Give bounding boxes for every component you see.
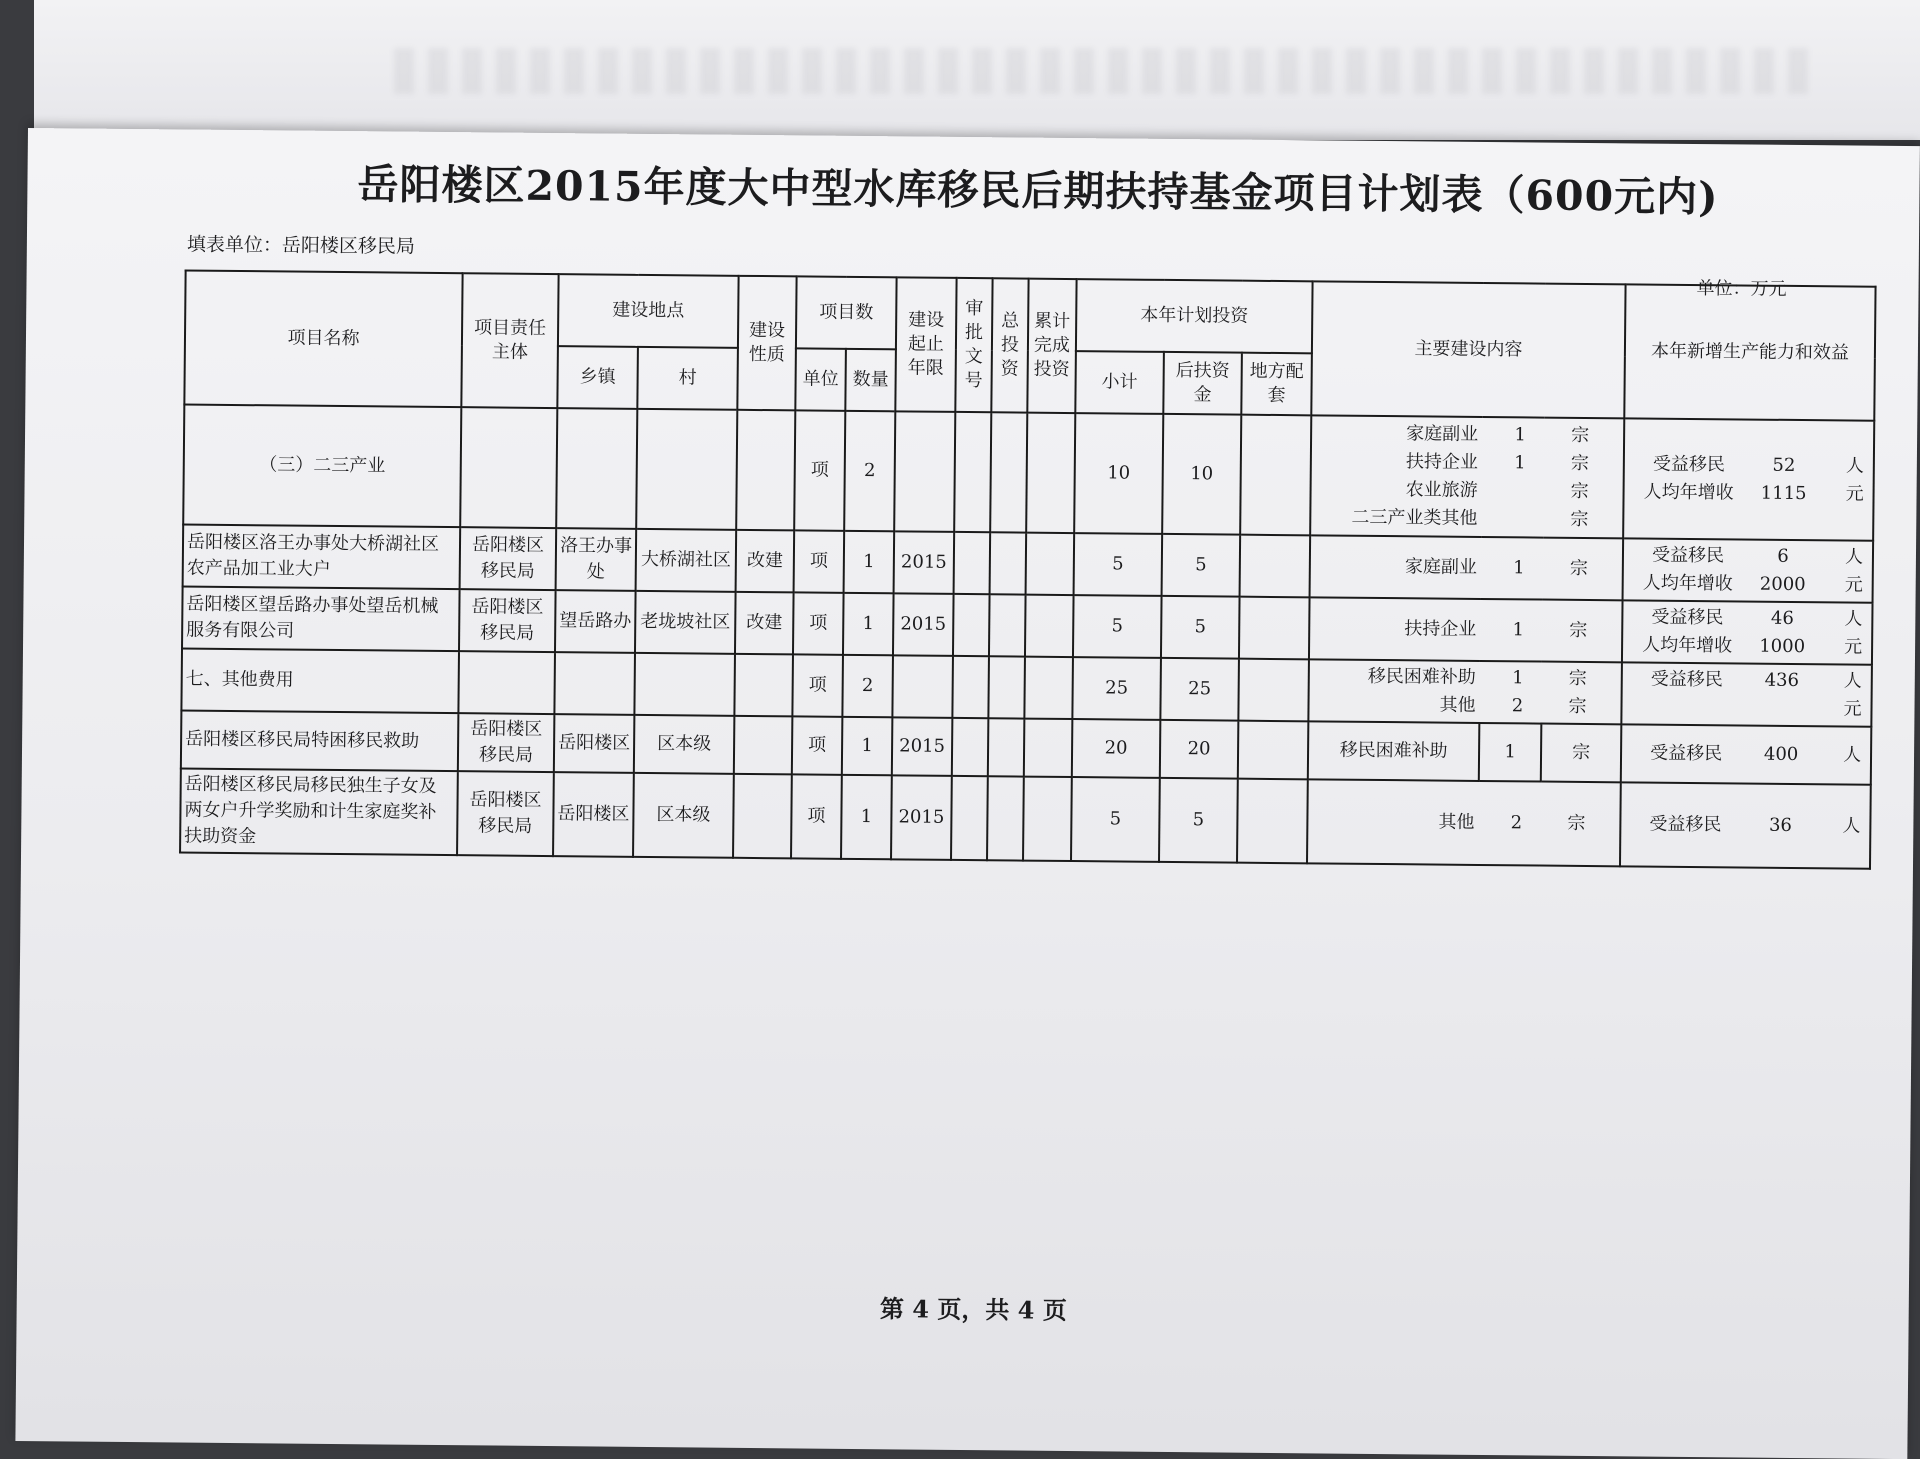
cell-fund: 5 <box>1161 596 1240 659</box>
cell-unit: 项 <box>792 716 843 774</box>
cell-village: 区本级 <box>634 715 735 774</box>
cell-benefit: 受益移民 46 人 人均年增收 1000 元 <box>1622 600 1873 664</box>
cell-subtotal: 10 <box>1074 413 1163 534</box>
cell-benefit: 受益移民 400 人 <box>1621 724 1872 784</box>
header-benefit: 本年新增生产能力和效益 <box>1624 284 1875 420</box>
bleed-through-text <box>394 48 1814 94</box>
cell-year: 2015 <box>892 717 953 776</box>
document-title: 岳阳楼区2015年度大中型水库移民后期扶持基金项目计划表（600元内) <box>357 160 1719 222</box>
header-local: 地方配套 <box>1241 353 1312 416</box>
cell-village: 大桥湖社区 <box>636 529 737 592</box>
cell-qty: 2 <box>842 655 893 717</box>
section-name: 七、其他费用 <box>181 649 459 714</box>
header-nature: 建设性质 <box>737 276 796 411</box>
cell-owner: 岳阳楼区移民局 <box>459 589 556 652</box>
document-page <box>15 128 1920 1459</box>
cell-unit: 项 <box>791 774 842 858</box>
cell-qty: 1 <box>844 531 895 593</box>
header-plan-invest: 本年计划投资 <box>1076 279 1313 353</box>
cell-village: 区本级 <box>633 773 734 858</box>
cell-subtotal: 5 <box>1071 777 1160 862</box>
header-subtotal: 小计 <box>1075 351 1164 414</box>
header-approval: 审批文号 <box>955 278 992 412</box>
cell-subtotal: 20 <box>1072 719 1161 778</box>
page-footer: 第 4 页，共 4 页 <box>879 1294 1067 1325</box>
cell-benefit: 受益移民 6 人 人均年增收 2000 元 <box>1623 538 1874 602</box>
table-row <box>180 768 1871 868</box>
cell-project-name: 岳阳楼区望岳路办事处望岳机械服务有限公司 <box>182 587 460 652</box>
cell-year: 2015 <box>893 593 954 656</box>
header-town: 乡镇 <box>557 346 638 409</box>
cell-town: 岳阳楼区 <box>553 772 634 857</box>
cell-fund: 5 <box>1162 534 1241 597</box>
cell-owner: 岳阳楼区移民局 <box>460 527 557 590</box>
cell-fund: 25 <box>1160 658 1239 721</box>
cell-year: 2015 <box>894 531 955 594</box>
cell-project-name: 岳阳楼区移民局特困移民救助 <box>181 710 459 771</box>
cell-unit: 项 <box>794 530 845 592</box>
cell-benefit: 受益移民 52 人 人均年增收 1115 元 <box>1623 418 1874 540</box>
cell-content: 扶持企业 1 宗 <box>1309 597 1623 662</box>
header-count: 项目数 <box>796 276 897 349</box>
cell-content-item: 移民困难补助 <box>1308 721 1480 781</box>
cell-owner: 岳阳楼区移民局 <box>458 713 555 772</box>
cell-town: 洛王办事处 <box>556 528 637 591</box>
cell-village: 老垅坡社区 <box>635 591 736 654</box>
cell-qty: 1 <box>843 593 894 655</box>
cell-subtotal: 5 <box>1073 595 1162 658</box>
cell-fund: 5 <box>1159 778 1238 863</box>
cell-town: 望岳路办 <box>555 590 636 653</box>
cell-owner: 岳阳楼区移民局 <box>457 771 554 856</box>
cell-benefit: 受益移民 36 人 <box>1620 782 1871 868</box>
cell-content-n: 1 <box>1479 723 1542 782</box>
cell-project-name: 岳阳楼区移民局移民独生子女及两女户升学奖励和计生家庭奖补扶助资金 <box>180 768 458 855</box>
cell-unit: 项 <box>793 592 844 654</box>
cell-unit: 项 <box>794 410 845 530</box>
header-owner: 项目责任主体 <box>461 273 558 408</box>
cell-content: 家庭副业 1 宗 扶持企业 1 宗 农业旅游 宗 二三产业类其他 宗 <box>1310 415 1624 538</box>
cell-content-u: 宗 <box>1541 724 1622 783</box>
header-count-qty: 数量 <box>845 349 896 411</box>
cell-subtotal: 5 <box>1074 533 1163 596</box>
cell-fund: 20 <box>1160 720 1239 779</box>
cell-town: 岳阳楼区 <box>554 714 635 773</box>
table-row <box>183 405 1874 541</box>
header-count-unit: 单位 <box>795 348 846 410</box>
header-cumulative: 累计完成投资 <box>1027 279 1076 413</box>
filling-unit: 填表单位：岳阳楼区移民局 <box>186 233 415 258</box>
plan-table <box>179 270 1877 870</box>
cell-content: 移民困难补助 1 宗 其他 2 宗 <box>1308 659 1622 724</box>
cell-content: 家庭副业 1 宗 <box>1310 535 1624 600</box>
cell-subtotal: 25 <box>1072 657 1161 720</box>
header-village: 村 <box>637 347 738 410</box>
cell-year: 2015 <box>891 775 952 860</box>
header-content: 主要建设内容 <box>1311 281 1625 418</box>
cell-nature: 改建 <box>736 530 795 593</box>
money-unit: 单位：万元 <box>1696 278 1787 300</box>
section-name: （三）二三产业 <box>183 405 461 528</box>
cell-unit: 项 <box>792 654 843 716</box>
cell-qty: 2 <box>844 411 895 531</box>
header-project-name: 项目名称 <box>184 271 462 408</box>
header-fund: 后扶资金 <box>1163 352 1242 415</box>
header-period: 建设起止年限 <box>895 277 956 412</box>
cell-fund: 10 <box>1162 414 1241 535</box>
cell-content: 其他 2 宗 <box>1307 779 1621 866</box>
cell-qty: 1 <box>841 775 892 859</box>
underlying-page <box>34 0 1920 140</box>
cell-benefit: 受益移民 436 人 元 <box>1621 662 1872 726</box>
cell-project-name: 岳阳楼区洛王办事处大桥湖社区农产品加工业大户 <box>183 525 461 590</box>
cell-nature: 改建 <box>735 592 794 655</box>
header-location: 建设地点 <box>558 274 739 348</box>
header-total-invest: 总投资 <box>991 278 1028 412</box>
cell-qty: 1 <box>842 717 893 775</box>
